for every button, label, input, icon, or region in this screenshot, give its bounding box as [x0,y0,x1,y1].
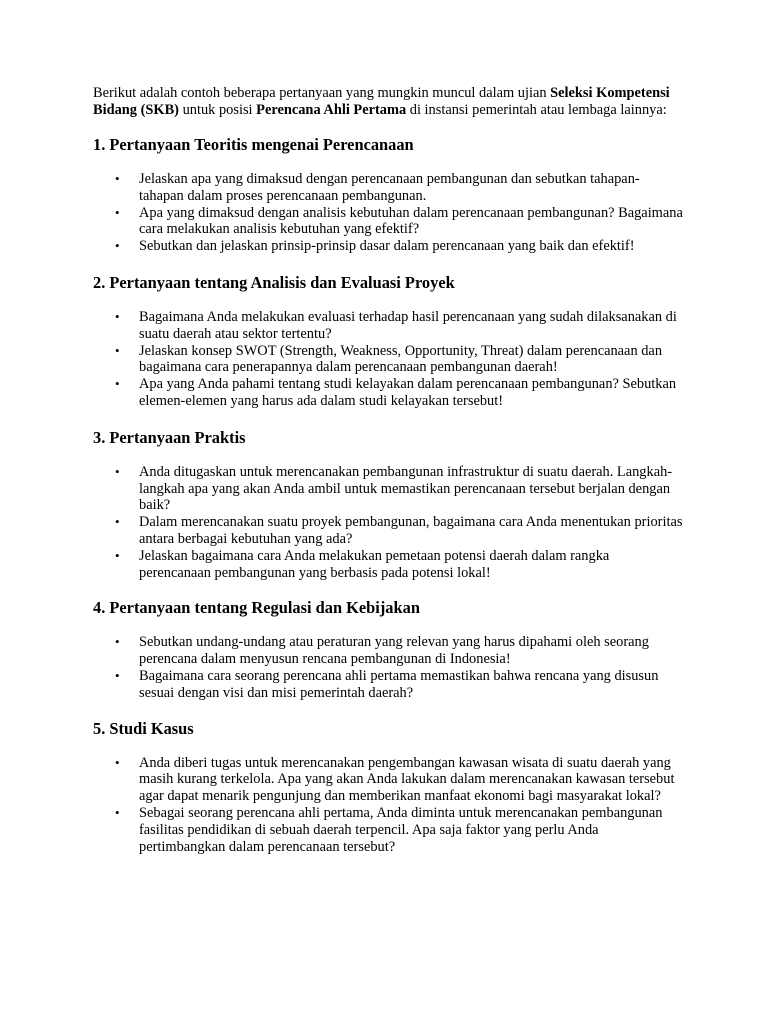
section-heading: 4. Pertanyaan tentang Regulasi dan Kebijakan [93,598,420,618]
question-text: Bagaimana Anda melakukan evaluasi terhadap hasil perencanaan yang sudah dilaksanakan di suatu daerah atau sektor tertentu? [139,308,677,342]
question-item [93,238,683,255]
bullet-icon: • [115,171,120,186]
question-item [93,464,683,514]
question-text: Dalam merencanakan suatu proyek pembangunan, bagaimana cara Anda menentukan prioritas antara berbagai kebutuhan yang ada? [139,514,683,547]
intro-text-3: di instansi pemerintah atau lembaga lainnya: [406,102,667,118]
bullet-icon: • [115,634,120,650]
question-text: Anda ditugaskan untuk merencanakan pembangunan infrastruktur di suatu daerah. Langkah-langkah apa yang akan Anda ambil untuk memastikan perencanaan tersebut berjalan dengan baik? [139,463,673,514]
bullet-icon: • [115,754,120,770]
question-list [93,171,683,255]
section-heading: 3. Pertanyaan Praktis [93,427,246,447]
section-studi-kasus [93,719,683,856]
question-item [93,343,683,377]
intro-paragraph [93,85,683,119]
question-item [93,668,683,702]
intro-text-1: Berikut adalah contoh beberapa pertanyaan yang mungkin muncul dalam ujian [93,85,551,101]
section-teoritis [93,135,683,255]
question-item [93,171,683,205]
question-item [93,309,683,343]
question-text: Bagaimana cara seorang perencana ahli pertama memastikan bahwa rencana yang disusun sesuai dengan visi dan misi pemerintah daerah? [139,667,659,701]
bullet-icon: • [115,342,120,358]
intro-text-2: untuk posisi [178,102,257,118]
bullet-icon: • [115,308,120,324]
question-text: Anda diberi tugas untuk merencanakan pengembangan kawasan wisata di suatu daerah yang masih kurang terkelola. Apa yang akan Anda lakukan dalam merencanakan kawasan tersebut agar dapat menarik pengunjung dan memberikan manfaat ekonomi bagi masyarakat lokal? [139,754,675,805]
question-text: Apa yang Anda pahami tentang studi kelayakan dalam perencanaan pembangunan? Sebutkan elemen-elemen yang harus ada dalam studi kelayakan tersebut! [139,376,677,409]
bullet-icon: • [115,514,120,530]
question-item [93,548,683,582]
question-item [93,634,683,668]
intro-bold-skb: Seleksi Kompetensi Bidang (SKB) [93,85,670,118]
bullet-icon: • [115,204,120,220]
question-item [93,805,683,855]
bullet-icon: • [115,667,120,683]
question-item [93,205,683,239]
bullet-icon: • [115,463,120,479]
question-item [93,376,683,410]
bullet-icon: • [115,376,120,392]
section-heading: 5. Studi Kasus [93,718,194,738]
section-heading: 2. Pertanyaan tentang Analisis dan Evaluasi Proyek [93,272,455,292]
section-heading: 1. Pertanyaan Teoritis mengenai Perencanaan [93,135,414,154]
question-text: Jelaskan apa yang dimaksud dengan perencanaan pembangunan dan sebutkan tahapan-tahapan dalam proses perencanaan pembangunan. [139,171,640,204]
question-text: Sebagai seorang perencana ahli pertama, Anda diminta untuk merencanakan pembangunan fasilitas pendidikan di sebuah daerah terpencil. Apa saja faktor yang perlu Anda pertimbangkan dalam perencanaan tersebut? [139,804,663,855]
question-list [93,309,683,410]
section-praktis [93,428,683,582]
question-list [93,755,683,856]
question-text: Apa yang dimaksud dengan analisis kebutuhan dalam perencanaan pembangunan? Bagaimana cara melakukan analisis kebutuhan yang efektif? [139,204,683,238]
question-list [93,634,683,701]
section-regulasi-kebijakan [93,598,683,701]
question-item [93,755,683,805]
question-text: Sebutkan undang-undang atau peraturan yang relevan yang harus dipahami oleh seorang perencana dalam menyusun rencana pembangunan di Indonesia! [139,634,649,668]
question-text: Sebutkan dan jelaskan prinsip-prinsip dasar dalam perencanaan yang baik dan efektif! [139,238,635,255]
document-page [93,85,683,855]
question-text: Jelaskan bagaimana cara Anda melakukan pemetaan potensi daerah dalam rangka perencanaan pembangunan yang berbasis pada potensi lokal! [139,547,610,581]
question-item [93,514,683,548]
bullet-icon: • [115,547,120,563]
section-analisis-evaluasi [93,273,683,410]
bullet-icon: • [115,238,120,254]
bullet-icon: • [115,804,120,820]
question-list [93,464,683,582]
intro-bold-position: Perencana Ahli Pertama [256,102,407,118]
question-text: Jelaskan konsep SWOT (Strength, Weakness, Opportunity, Threat) dalam perencanaan dan bagaimana cara penerapannya dalam perencanaan pembangunan daerah! [139,342,663,376]
